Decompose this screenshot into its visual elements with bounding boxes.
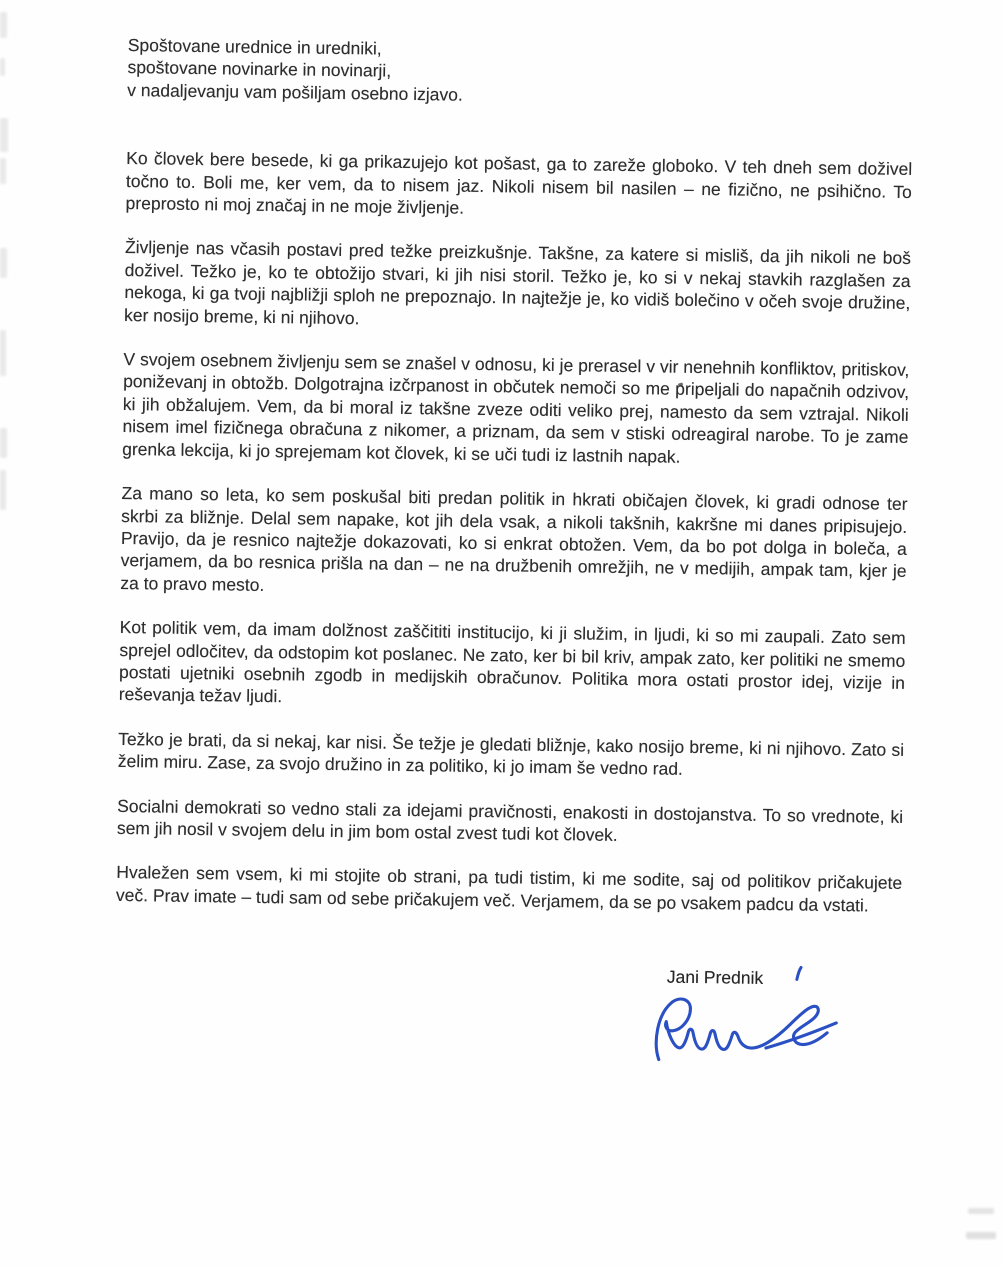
letter-paragraph-2: Življenje nas včasih postavi pred težke preizkušnje. Takšne, za katere si misliš, da jih nikoli ne boš doživel. Težko je, ko te obtožijo stvari, ki jih nisi storil. Težko je, ko si v nekaj stavkih razglašen za nekoga, ki ga tvoji najbližji sploh ne prepoznajo. In najtežje je, ko vidiš bolečino v očeh svoje družine, ker nosijo breme, ki ni njihovo. [123, 237, 912, 328]
letter-paragraph-3: V svojem osebnem življenju sem se znašel v odnosu, ki je prerasel v vir nenehnih konfliktov, pritiskov, poniževanj in obtožb. Dolgotrajna izčrpanost in občutek nemoči so me pripeljali do napačnih odzivov, ki jih obžalujem. Vem, da bi moral iz takšne zveze oditi veliko prej, namesto da sem vztrajal. Nikoli nisem imel fizičnega obračuna z nikomer, a priznam, da sem v stiski odreagiral narobe. To je zame grenka lekcija, ki jo sprejemam kot človek, ki se uči tudi iz lastnih napak. [122, 349, 910, 467]
letter-paragraph-5: Kot politik vem, da imam dolžnost zaščititi institucijo, ki ji služim, in ljudi, ki so mi zaupali. Zato sem sprejel odločitev, da odstopim kot poslanec. Ne zato, ker bi bil kriv, ampak zato, ker politiki ne smemo postati ujetniki osebnih zgodb in medijskih obračunov. Politika mora ostati prostor idej, vizije in reševanja težav ljudi. [118, 617, 906, 707]
signature-block [666, 966, 887, 1071]
letter-body [114, 34, 914, 1071]
letter-paragraph-8: Hvaležen sem vsem, ki mi stojite ob strani, pa tudi tistim, ki me sodite, saj od politikov pričakujete več. Prav imate – tudi sam od sebe pričakujem več. Verjamem, da se po vsakem padcu da vstati. [115, 862, 903, 916]
salutation-line-3: v nadaljevanju vam pošiljam osebno izjavo. [127, 79, 463, 105]
scan-edge-smudge [0, 330, 6, 376]
scan-edge-smudge [0, 58, 5, 76]
scan-edge-smudge [968, 1208, 994, 1214]
letter-paragraph-1: Ko človek bere besede, ki ga prikazujejo kot pošast, ga to zareže globoko. V teh dneh sem doživel točno to. Boli me, ker vem, da to nisem jaz. Nikoli nisem bil nasilen – ne fizično, ne psihično. To preprosto ni moj značaj in ne moje življenje. [125, 148, 913, 218]
scan-edge-smudge [0, 158, 6, 184]
scan-edge-smudge [0, 248, 7, 278]
salutation-line-1: Spoštovane urednice in uredniki, [127, 34, 382, 59]
pen-tick-mark [793, 966, 805, 984]
handwritten-signature [648, 990, 841, 1071]
letter-paragraph-6: Težko je brati, da si nekaj, kar nisi. Še težje je gledati bližnje, kako nosijo breme, ki ni njihovo. Zato si želim miru. Zase, za svojo družino in za politiko, ki jo imam še vedno rad. [117, 728, 905, 779]
letter-paragraph-4: Za mano so leta, ko sem poskušal biti predan politik in hkrati običajen človek, ki gradi odnose ter skrbi za bližnje. Delal sem napake, kot jih dela vsak, a nikoli takšnih, kakršne mi danes pripisujejo. Pravijo, da je resnico najtežje dokazovati, ko si enkrat obtožen. Vem, da bo pot dolga in boleča, a verjamem, da bo resnica prišla na dan – ne na družbenih omrežjih, ne v medijih, ampak tam, kjer je za to pravo mesto. [120, 483, 908, 595]
salutation-line-2: spoštovane novinarke in novinarji, [127, 57, 392, 82]
signatory-name: Jani Prednik [666, 966, 764, 989]
scan-edge-smudge [0, 428, 7, 458]
scan-edge-smudge [0, 118, 8, 152]
scan-edge-smudge [966, 1232, 996, 1239]
scan-edge-smudge [0, 470, 6, 510]
scan-edge-smudge [0, 12, 7, 38]
salutation [127, 34, 914, 112]
letter-paragraph-7: Socialni demokrati so vedno stali za idejami pravičnosti, enakosti in dostojanstva. To so vrednote, ki sem jih nosil v svojem delu in jim bom ostal zvest tudi kot človek. [116, 795, 904, 845]
